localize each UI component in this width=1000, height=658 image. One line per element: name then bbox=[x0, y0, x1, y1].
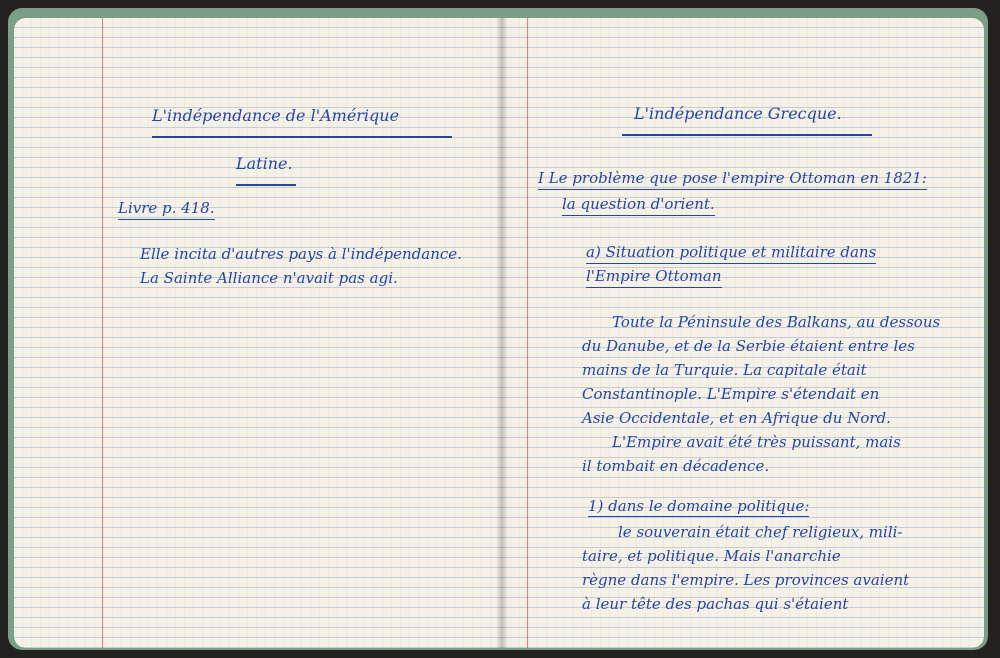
right-title: L'indépendance Grecque. bbox=[634, 104, 842, 123]
left-body-line-1: Elle incita d'autres pays à l'indépendance. bbox=[140, 245, 462, 263]
subsection-a-line-1: a) Situation politique et militaire dans bbox=[586, 242, 876, 264]
notebook bbox=[8, 8, 988, 650]
subsection-1-text: 1) dans le domaine politique: bbox=[588, 497, 810, 515]
paragraph-a-line-6: L'Empire avait été très puissant, mais bbox=[612, 433, 901, 451]
paragraph-a-line-5: Asie Occidentale, et en Afrique du Nord. bbox=[582, 409, 891, 427]
paragraph-1-line-4: à leur tête des pachas qui s'étaient bbox=[582, 595, 849, 613]
paragraph-a-line-2: du Danube, et de la Serbie étaient entre les bbox=[582, 337, 915, 355]
notebook-spine bbox=[496, 18, 508, 648]
left-title-line-2-underline bbox=[236, 184, 296, 186]
right-page bbox=[502, 18, 984, 648]
right-margin-line bbox=[527, 18, 528, 648]
paragraph-a-line-1: Toute la Péninsule des Balkans, au dessous bbox=[612, 313, 941, 331]
section-heading-line-1: I Le problème que pose l'empire Ottoman en 1821: bbox=[538, 168, 927, 190]
left-margin-line bbox=[102, 18, 103, 648]
paragraph-a-line-7: il tombait en décadence. bbox=[582, 457, 770, 475]
left-body-line-2: La Sainte Alliance n'avait pas agi. bbox=[140, 269, 398, 287]
left-title-underline bbox=[152, 136, 452, 138]
left-page bbox=[14, 18, 504, 648]
right-title-underline bbox=[622, 134, 872, 136]
left-title-line-2: Latine. bbox=[236, 154, 293, 173]
paragraph-a-line-4: Constantinople. L'Empire s'étendait en bbox=[582, 385, 880, 403]
section-heading-line-2: la question d'orient. bbox=[562, 194, 715, 216]
left-title-line-1: L'indépendance de l'Amérique bbox=[152, 106, 400, 125]
paragraph-1-line-1: le souverain était chef religieux, mili- bbox=[618, 523, 903, 541]
paragraph-a-line-3: mains de la Turquie. La capitale était bbox=[582, 361, 867, 379]
subsection-1 bbox=[588, 496, 809, 516]
subsection-a-line-2: l'Empire Ottoman bbox=[586, 266, 722, 288]
paragraph-1-line-3: règne dans l'empire. Les provinces avaient bbox=[582, 571, 910, 589]
paragraph-1-line-2: taire, et politique. Mais l'anarchie bbox=[582, 547, 841, 565]
book-reference: Livre p. 418. bbox=[118, 198, 215, 220]
